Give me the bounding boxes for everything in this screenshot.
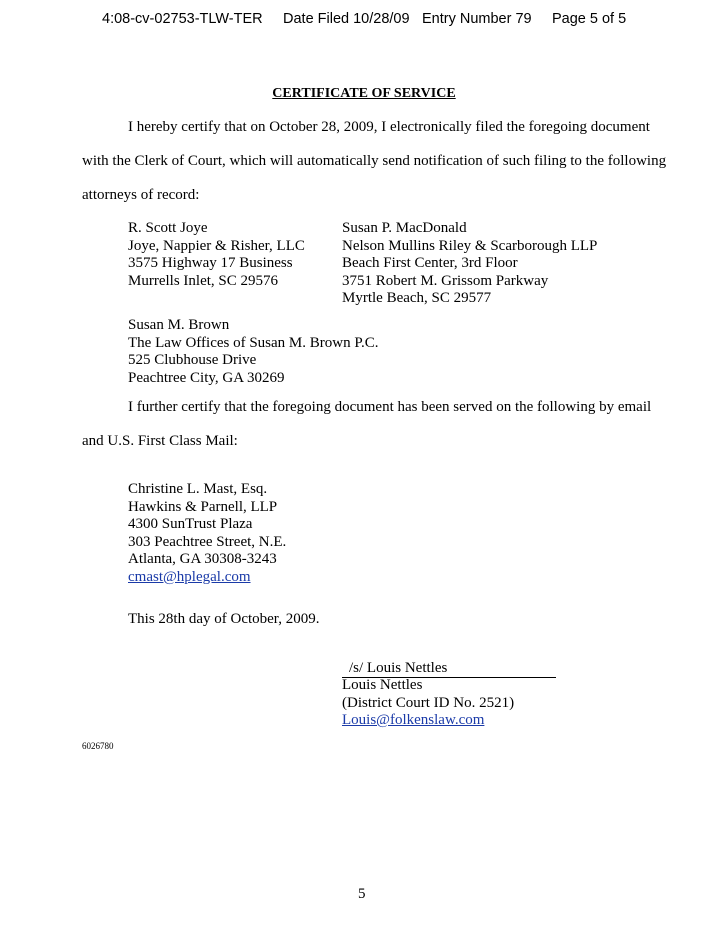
page-info: Page 5 of 5 — [552, 11, 627, 27]
para1-line3: attorneys of record: — [82, 187, 200, 203]
recipient-line: 4300 SunTrust Plaza — [128, 516, 253, 532]
recipient-line: Peachtree City, GA 30269 — [128, 369, 285, 386]
recipient-line: Myrtle Beach, SC 29577 — [342, 290, 492, 306]
email-link-louis[interactable]: Louis@folkenslaw.com — [342, 712, 485, 728]
certificate-title — [0, 86, 728, 102]
recipient-brown — [128, 317, 379, 387]
recipient-line: Christine L. Mast, Esq. — [128, 481, 268, 497]
page-number: 5 — [358, 886, 366, 902]
recipient-line: The Law Offices of Susan M. Brown P.C. — [128, 334, 379, 351]
case-number: 4:08-cv-02753-TLW-TER — [102, 11, 263, 27]
recipient-line: Susan M. Brown — [128, 317, 230, 333]
recipient-line: 3751 Robert M. Grissom Parkway — [342, 272, 549, 289]
entry-number: Entry Number 79 — [422, 11, 532, 27]
signer-id: (District Court ID No. 2521) — [342, 694, 515, 711]
date-filed: Date Filed 10/28/09 — [283, 11, 410, 27]
signer-name: Louis Nettles — [342, 677, 423, 693]
para1-line1: I hereby certify that on October 28, 2009, I electronically filed the foregoing document — [128, 119, 650, 135]
recipient-line: Atlanta, GA 30308-3243 — [128, 551, 277, 567]
recipient-line: Hawkins & Parnell, LLP — [128, 498, 278, 515]
recipient-line: 3575 Highway 17 Business — [128, 255, 293, 271]
date-line: This 28th day of October, 2009. — [128, 611, 320, 627]
recipient-line: R. Scott Joye — [128, 220, 208, 236]
recipient-line: Nelson Mullins Riley & Scarborough LLP — [342, 237, 598, 254]
signature-block — [342, 677, 514, 730]
case-header — [0, 11, 728, 33]
document-number: 6026780 — [82, 741, 114, 751]
certificate-title-text: CERTIFICATE OF SERVICE — [272, 86, 456, 101]
para1-line2: with the Clerk of Court, which will automatically send notification of such filing to the following — [82, 153, 667, 169]
para2-line1: I further certify that the foregoing document has been served on the following by email — [128, 399, 652, 415]
recipient-line: Susan P. MacDonald — [342, 220, 467, 236]
recipient-line: 525 Clubhouse Drive — [128, 352, 257, 368]
recipient-mast — [128, 481, 286, 586]
recipient-line: Beach First Center, 3rd Floor — [342, 255, 518, 271]
recipient-line: Murrells Inlet, SC 29576 — [128, 272, 278, 289]
recipient-line: 303 Peachtree Street, N.E. — [128, 533, 287, 550]
signature-line — [342, 660, 556, 678]
email-link-cmast[interactable]: cmast@hplegal.com — [128, 568, 251, 585]
recipient-joye — [128, 220, 305, 290]
para2-line2: and U.S. First Class Mail: — [82, 433, 238, 449]
recipient-line: Joye, Nappier & Risher, LLC — [128, 237, 305, 254]
signature: /s/ Louis Nettles — [349, 660, 448, 676]
recipient-macdonald — [342, 220, 597, 308]
